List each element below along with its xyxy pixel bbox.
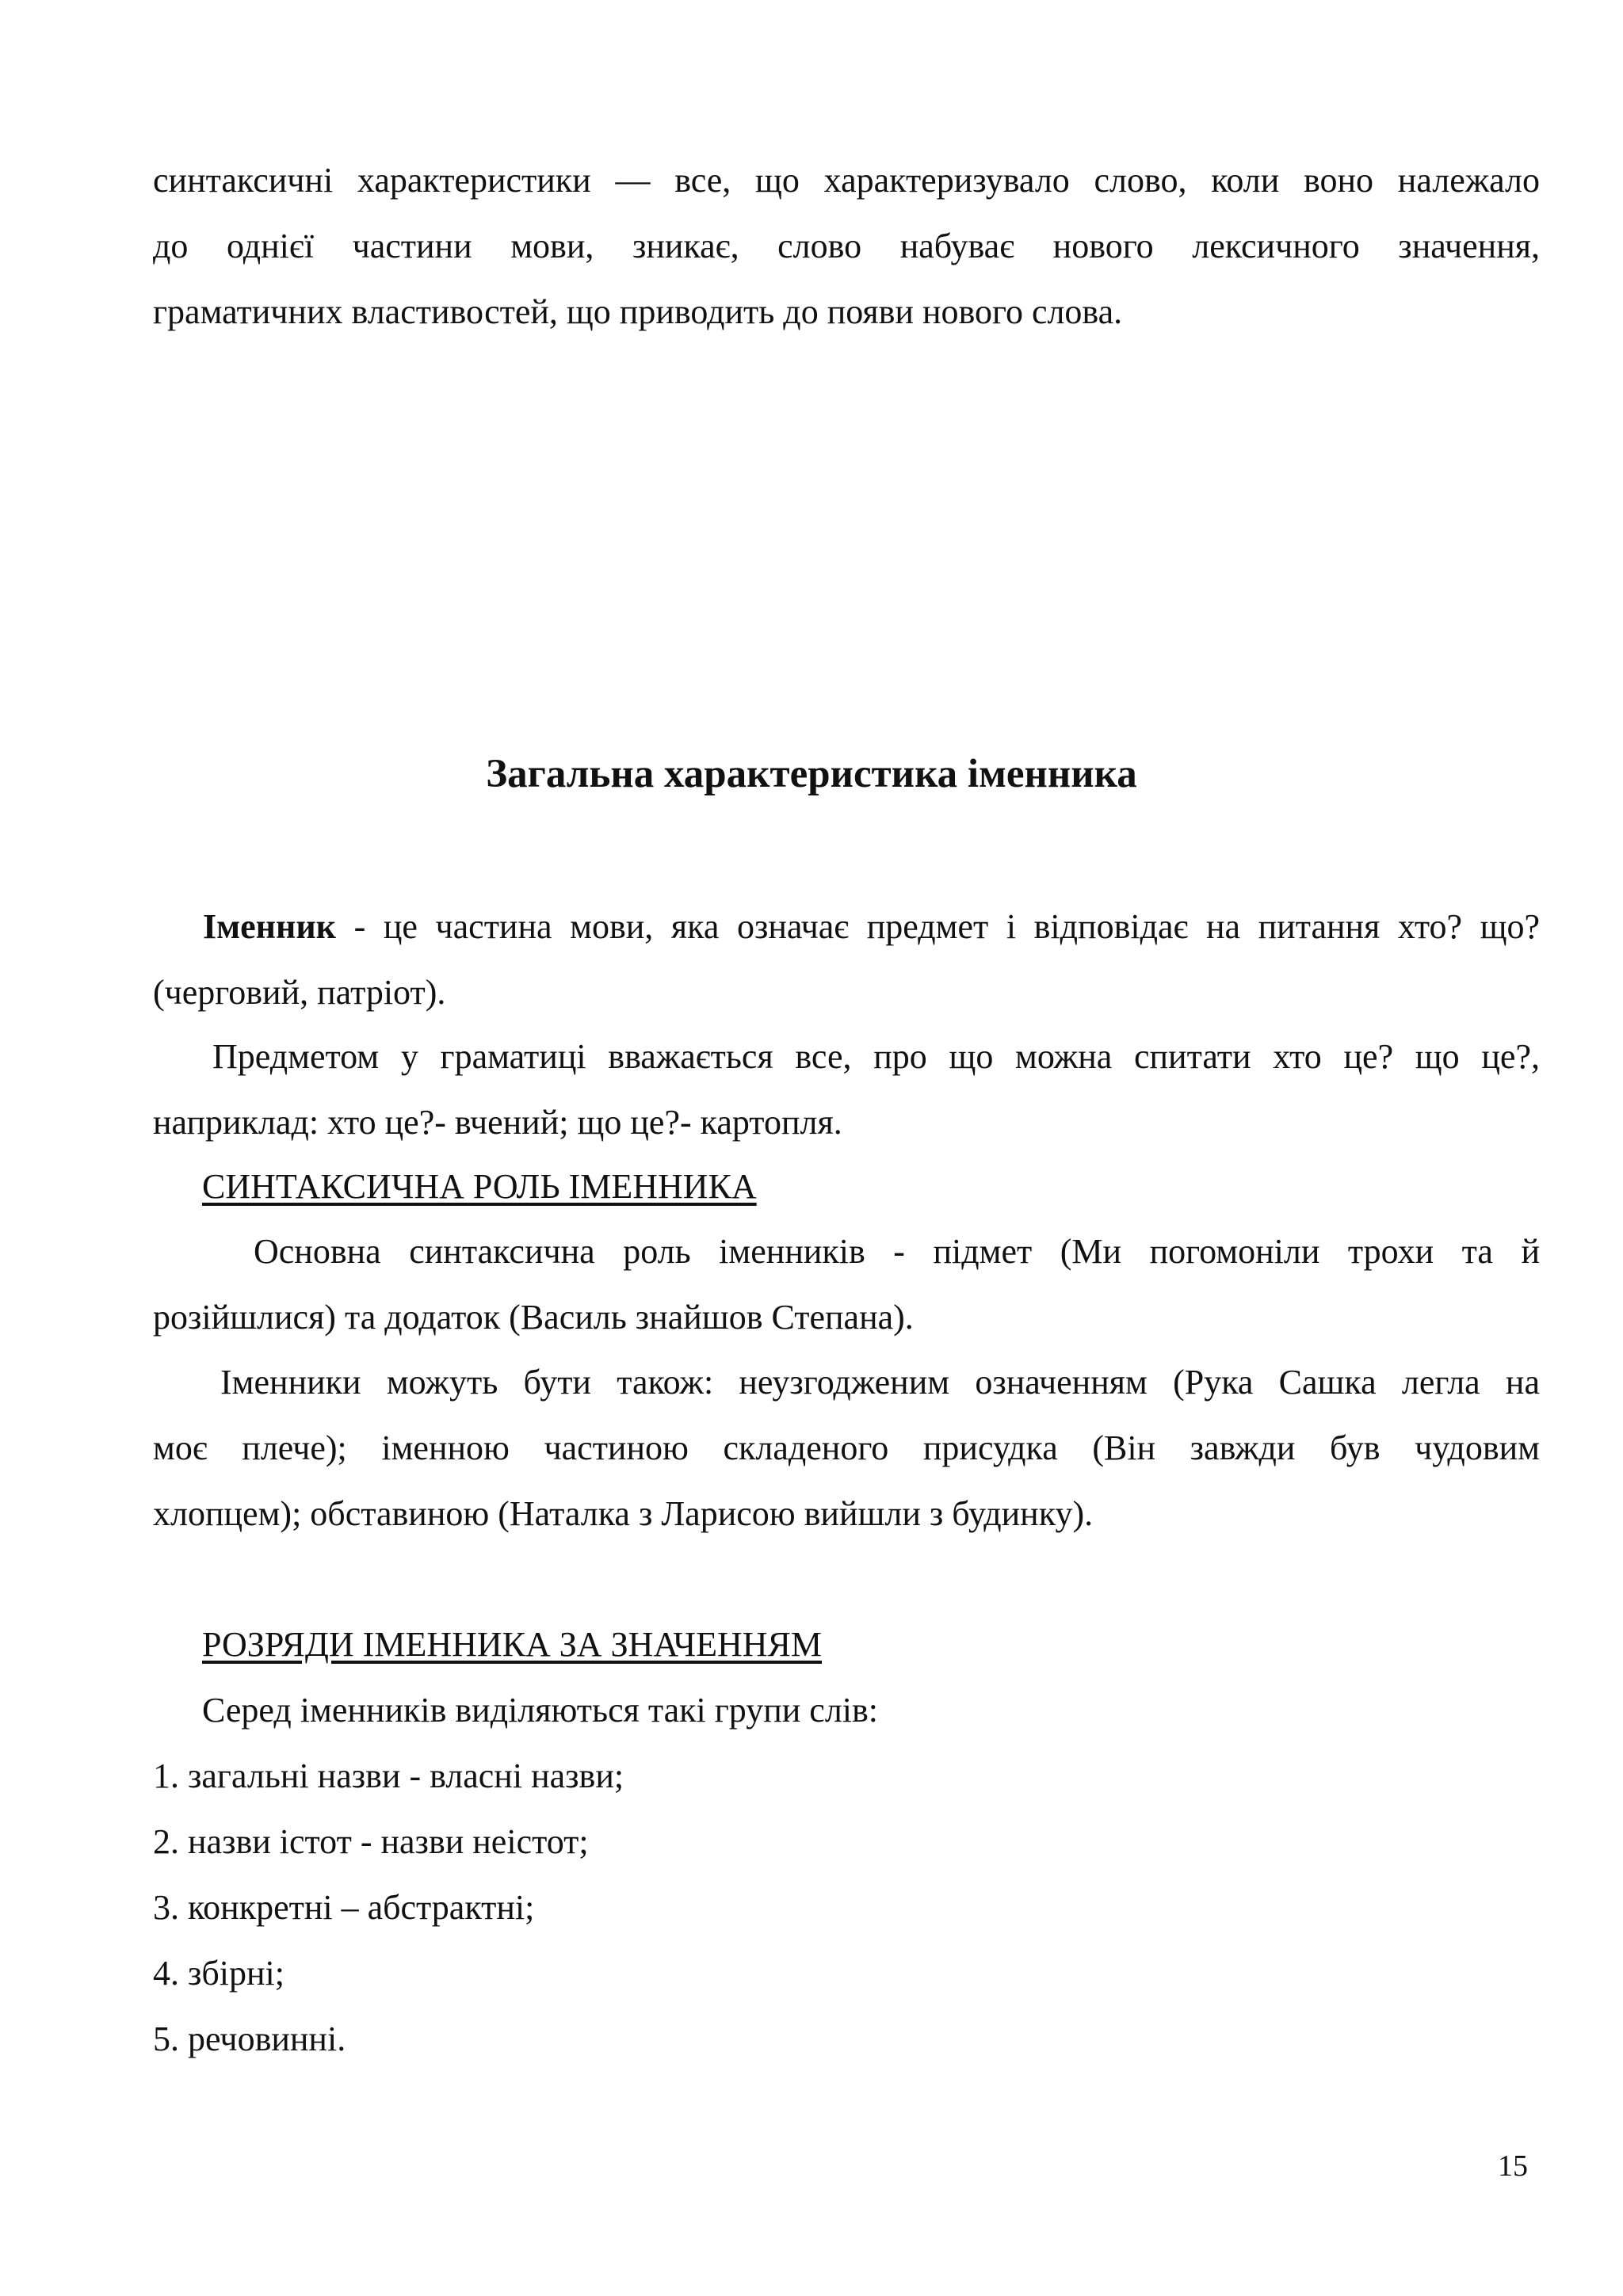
page-number: 15 (1498, 2149, 1528, 2183)
other-roles-line-2: моє плече); іменною частиною складеного присудка (Він завжди був чудовим (153, 1428, 1540, 1467)
list-item: 4. збірні; (153, 1954, 285, 1993)
object-line-1: Предметом у граматиці вважається все, про що можна спитати хто це? що це?, (212, 1037, 1540, 1076)
list-item: 2. назви істот - назви неістот; (153, 1822, 589, 1861)
categories-list (153, 1743, 624, 2072)
definition-text: - це частина мови, яка означає предмет і відповідає на питання хто? що? (336, 907, 1540, 946)
other-roles-paragraph (153, 1349, 1540, 1547)
intro-line-3: граматичних властивостей, що приводить до появи нового слова. (153, 292, 1123, 331)
syntax-role-line-2: розійшлися) та додаток (Василь знайшов Степана). (153, 1298, 914, 1337)
definition-line-2: (черговий, патріот). (153, 973, 446, 1012)
syntax-role-paragraph (153, 1219, 1540, 1350)
intro-paragraph (153, 147, 1540, 345)
other-roles-line-1: Іменники можуть бути також: неузгодженим означенням (Рука Сашка легла на (220, 1363, 1540, 1402)
list-item: 3. конкретні – абстрактні; (153, 1888, 535, 1927)
object-line-2: наприклад: хто це?- вчений; що це?- картопля. (153, 1103, 842, 1142)
intro-line-1: синтаксичні характеристики — все, що характеризувало слово, коли воно належало (153, 161, 1540, 200)
categories-intro: Серед іменників виділяються такі групи слів: (202, 1691, 879, 1730)
section-title-syntax-role: СИНТАКСИЧНА РОЛЬ ІМЕННИКА (202, 1167, 757, 1206)
section-heading: Загальна характеристика іменника (486, 752, 1137, 796)
definition-paragraph (153, 894, 1540, 1025)
definition-term: Іменник (203, 907, 337, 946)
intro-line-2: до однієї частини мови, зникає, слово набуває нового лексичного значення, (153, 227, 1540, 265)
list-item: 5. речовинні. (153, 2019, 346, 2058)
list-item: 1. загальні назви - власні назви; (153, 1756, 624, 1795)
syntax-role-line-1: Основна синтаксична роль іменників - підмет (Ми погомоніли трохи та й (254, 1232, 1540, 1271)
section-title-categories: РОЗРЯДИ ІМЕННИКА ЗА ЗНАЧЕННЯМ (202, 1625, 822, 1664)
other-roles-line-3: хлопцем); обставиною (Наталка з Ларисою вийшли з будинку). (153, 1494, 1094, 1533)
object-paragraph (153, 1024, 1540, 1155)
definition-line-1 (153, 894, 1540, 959)
